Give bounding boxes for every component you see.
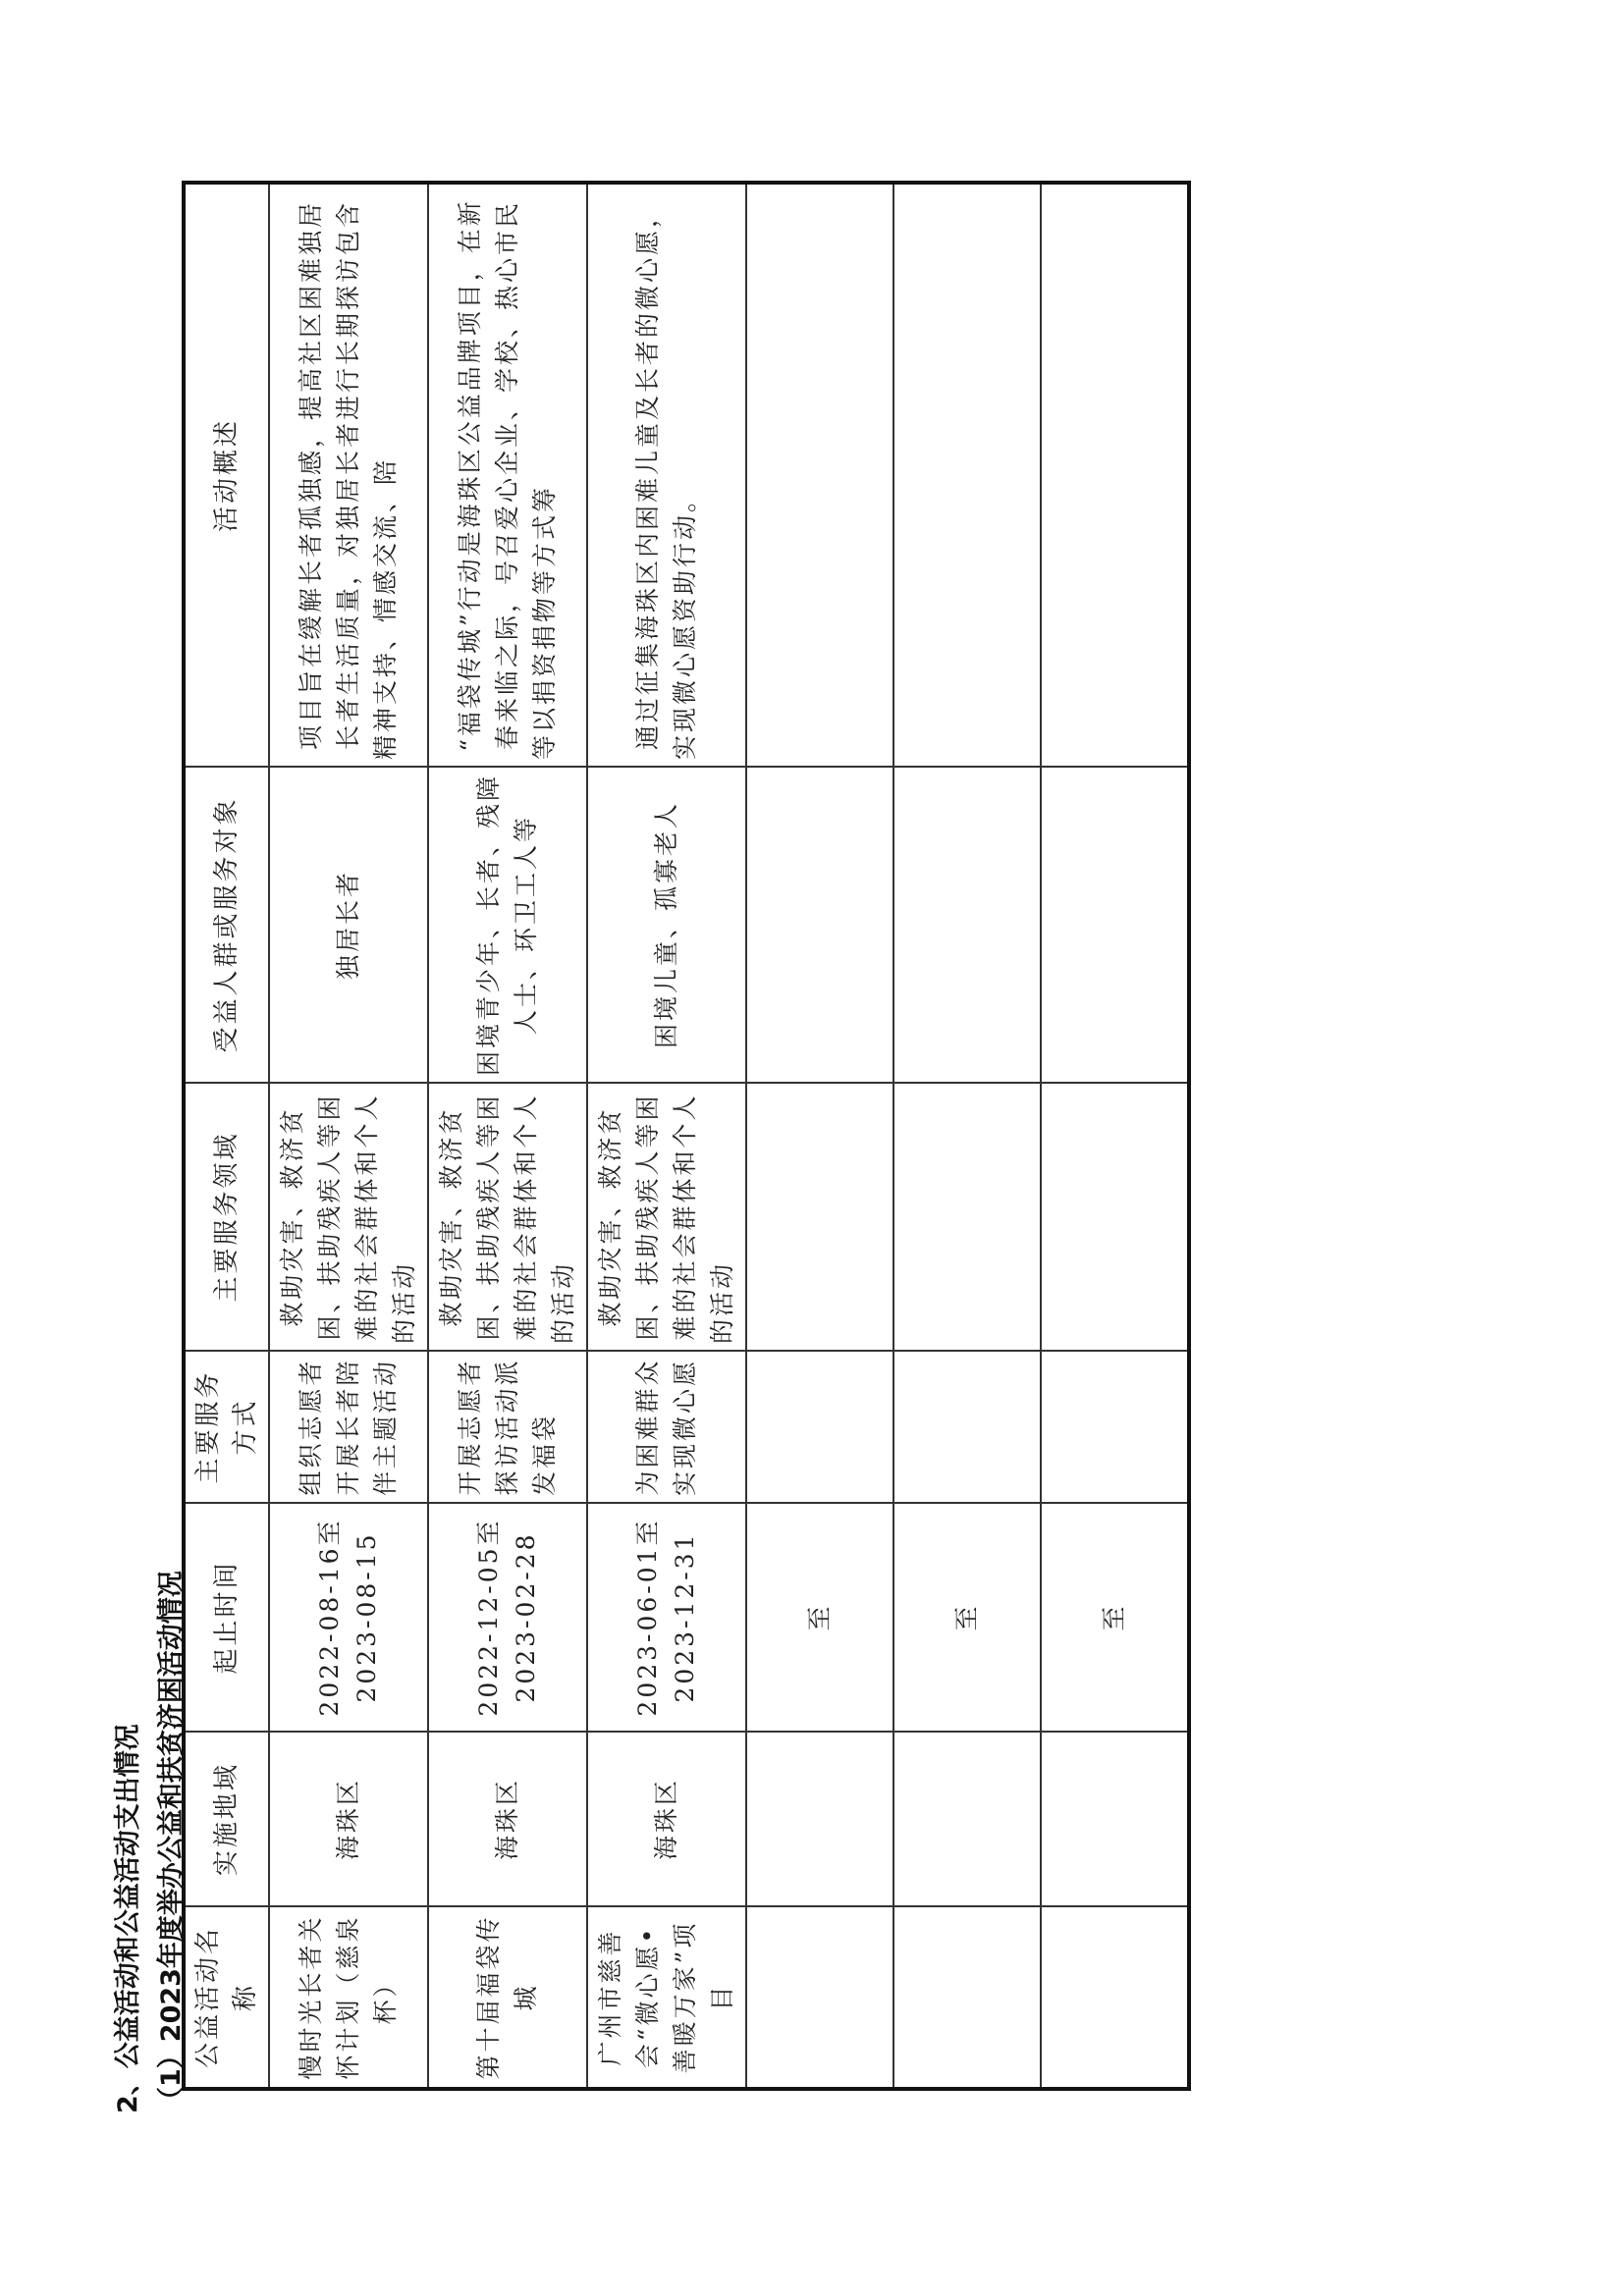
activity-name-cell: 慢时光长者关怀计划（慈泉杯） — [269, 1906, 428, 2089]
subsection-heading: （1）2023年度举办公益和扶贫济困活动情况 — [156, 1571, 187, 2113]
beneficiaries-cell — [746, 767, 893, 1083]
field-cell: 救助灾害、救济贫困、扶助残疾人等困难的社会群体和个人的活动 — [428, 1083, 587, 1351]
beneficiaries-cell — [1041, 767, 1189, 1083]
method-cell: 开展志愿者探访活动派发福袋 — [428, 1351, 587, 1503]
region-cell: 海珠区 — [428, 1732, 587, 1906]
column-header: 实施地域 — [184, 1732, 269, 1906]
summary-cell: “福袋传城”行动是海珠区公益品牌项目，在新春来临之际，号召爱心企业、学校、热心市民等以捐资捐物等方式筹 — [428, 183, 587, 767]
column-header: 主要服务领域 — [184, 1083, 269, 1351]
region-cell: 海珠区 — [269, 1732, 428, 1906]
table-row — [428, 183, 587, 2089]
activity-name-cell — [1041, 1906, 1189, 2089]
region-cell — [1041, 1732, 1189, 1906]
table-header-row — [184, 183, 269, 2089]
table-row — [746, 183, 893, 2089]
summary-cell: 通过征集海珠区内困难儿童及长者的微心愿，实现微心愿资助行动。 — [587, 183, 746, 767]
summary-cell: 项目旨在缓解长者孤独感，提高社区困难独居长者生活质量，对独居长者进行长期探访包含精神支持、情感交流、陪 — [269, 183, 428, 767]
region-cell: 海珠区 — [587, 1732, 746, 1906]
activity-name-cell: 第十届福袋传城 — [428, 1906, 587, 2089]
summary-cell — [1041, 183, 1189, 767]
field-cell — [1041, 1083, 1189, 1351]
table-row — [587, 183, 746, 2089]
method-cell: 为困难群众实现微心愿 — [587, 1351, 746, 1503]
period-cell: 至 — [746, 1503, 893, 1732]
method-cell — [746, 1351, 893, 1503]
column-header: 起止时间 — [184, 1503, 269, 1732]
field-cell: 救助灾害、救济贫困、扶助残疾人等困难的社会群体和个人的活动 — [587, 1083, 746, 1351]
field-cell — [746, 1083, 893, 1351]
period-cell: 2023-06-01至 2023-12-31 — [587, 1503, 746, 1732]
column-header: 活动概述 — [184, 183, 269, 767]
activity-name-cell — [893, 1906, 1041, 2089]
table-row — [1041, 183, 1189, 2089]
region-cell — [893, 1732, 1041, 1906]
table-row — [893, 183, 1041, 2089]
beneficiaries-cell — [893, 767, 1041, 1083]
period-cell: 2022-12-05至 2023-02-28 — [428, 1503, 587, 1732]
activities-table — [182, 181, 1191, 2091]
field-cell — [893, 1083, 1041, 1351]
period-cell: 至 — [1041, 1503, 1189, 1732]
summary-cell — [893, 183, 1041, 767]
field-cell: 救助灾害、救济贫困、扶助残疾人等困难的社会群体和个人的活动 — [269, 1083, 428, 1351]
period-cell: 至 — [893, 1503, 1041, 1732]
beneficiaries-cell: 独居长者 — [269, 767, 428, 1083]
column-header: 受益人群或服务对象 — [184, 767, 269, 1083]
method-cell — [893, 1351, 1041, 1503]
summary-cell — [746, 183, 893, 767]
beneficiaries-cell: 困境儿童、孤寡老人 — [587, 767, 746, 1083]
method-cell: 组织志愿者开展长者陪伴主题活动 — [269, 1351, 428, 1503]
table-row — [269, 183, 428, 2089]
column-header: 主要服务方式 — [184, 1351, 269, 1503]
column-header: 公益活动名称 — [184, 1906, 269, 2089]
period-cell: 2022-08-16至 2023-08-15 — [269, 1503, 428, 1732]
region-cell — [746, 1732, 893, 1906]
method-cell — [1041, 1351, 1189, 1503]
activity-name-cell — [746, 1906, 893, 2089]
activity-name-cell: 广州市慈善会“微心愿•善暖万家”项目 — [587, 1906, 746, 2089]
beneficiaries-cell: 困境青少年、长者、残障人士、环卫工人等 — [428, 767, 587, 1083]
section-heading: 2、公益活动和公益活动支出情况 — [113, 1724, 143, 2113]
